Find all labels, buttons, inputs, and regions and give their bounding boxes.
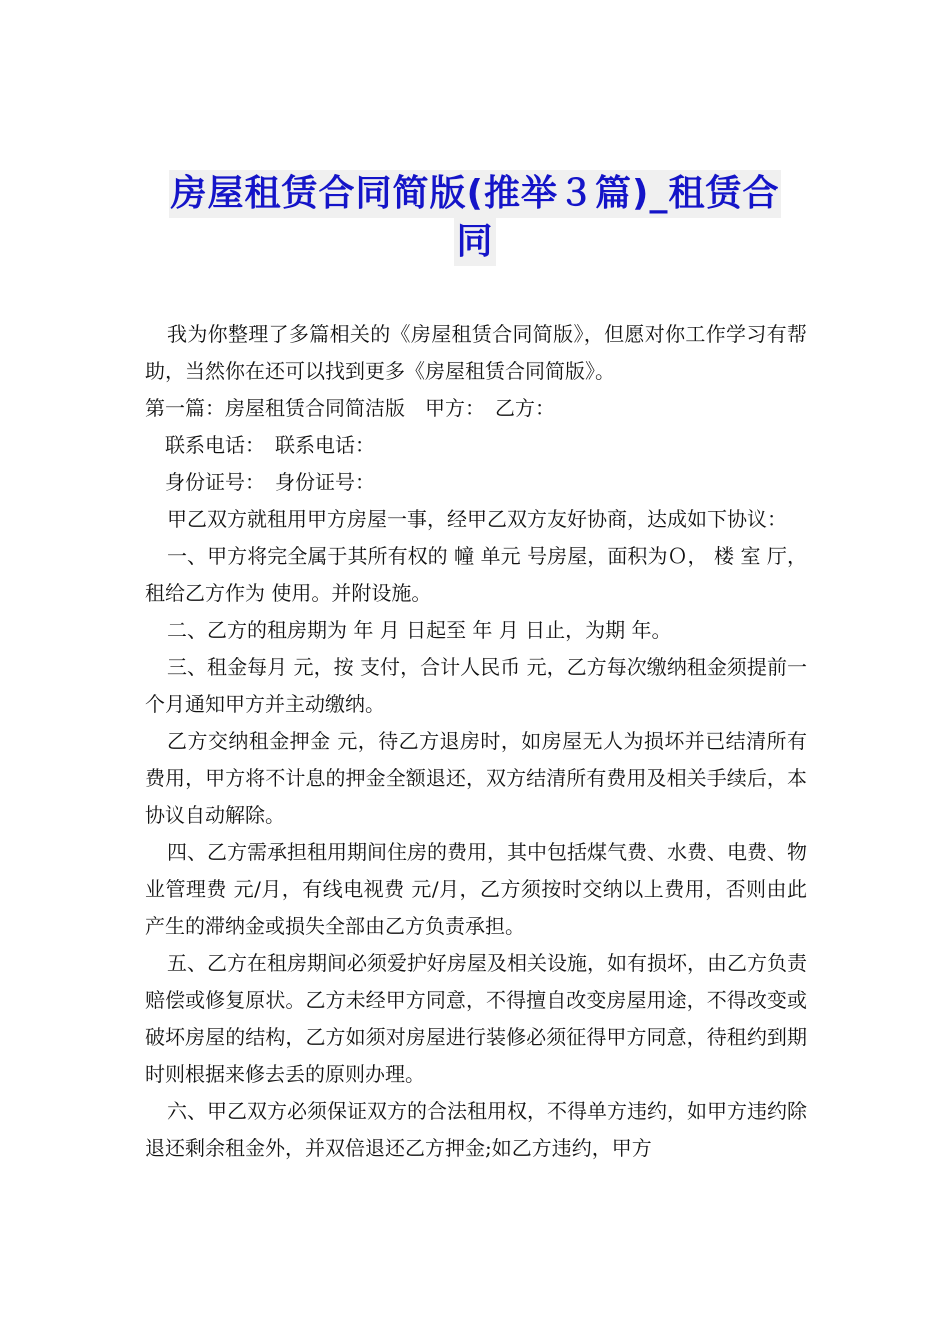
paragraph-part-one-heading: 第一篇：房屋租赁合同简洁版 甲方： 乙方： [145,396,555,420]
clause-6: 六、甲乙双方必须保证双方的合法租用权，不得单方违约，如甲方违约除退还剩余租金外，并双倍退还乙方押金;如乙方违约，甲方 [145,1099,807,1160]
paragraph-agreement-intro: 甲乙双方就租用甲方房屋一事，经甲乙双方友好协商，达成如下协议： [167,507,787,531]
paragraph-id-number: 身份证号： 身份证号： [165,470,375,494]
paragraph-intro: 我为你整理了多篇相关的《房屋租赁合同简版》，但愿对你工作学习有帮助，当然你在还可以找到更多《房屋租赁合同简版》。 [145,322,807,383]
paragraph-contact-phone: 联系电话： 联系电话： [165,433,375,457]
title-line-1: 房屋租赁合同简版(推举３篇)_租赁合 [169,170,782,218]
document-body [145,316,807,1167]
document-title [145,170,805,266]
clause-5: 五、乙方在租房期间必须爱护好房屋及相关设施，如有损坏，由乙方负责赔偿或修复原状。乙方未经甲方同意，不得擅自改变房屋用途，不得改变或破坏房屋的结构，乙方如须对房屋进行装修必须征得甲方同意，待租约到期时则根据来修去丢的原则办理。 [145,951,807,1086]
clause-3: 三、租金每月 元，按 支付，合计人民币 元，乙方每次缴纳租金须提前一个月通知甲方并主动缴纳。 [145,655,807,716]
clause-3-deposit: 乙方交纳租金押金 元，待乙方退房时，如房屋无人为损坏并已结清所有费用，甲方将不计息的押金全额退还，双方结清所有费用及相关手续后，本协议自动解除。 [145,729,807,827]
title-line-2: 同 [454,218,495,266]
clause-4: 四、乙方需承担租用期间住房的费用，其中包括煤气费、水费、电费、物业管理费 元/月，有线电视费 元/月，乙方须按时交纳以上费用，否则由此产生的滞纳金或损失全部由乙方负责承担。 [145,840,807,938]
clause-2: 二、乙方的租房期为 年 月 日起至 年 月 日止，为期 年。 [167,618,672,642]
clause-1: 一、甲方将完全属于其所有权的 幢 单元 号房屋，面积为Ｏ， 楼 室 厅，租给乙方作为 使用。并附设施。 [145,544,807,605]
